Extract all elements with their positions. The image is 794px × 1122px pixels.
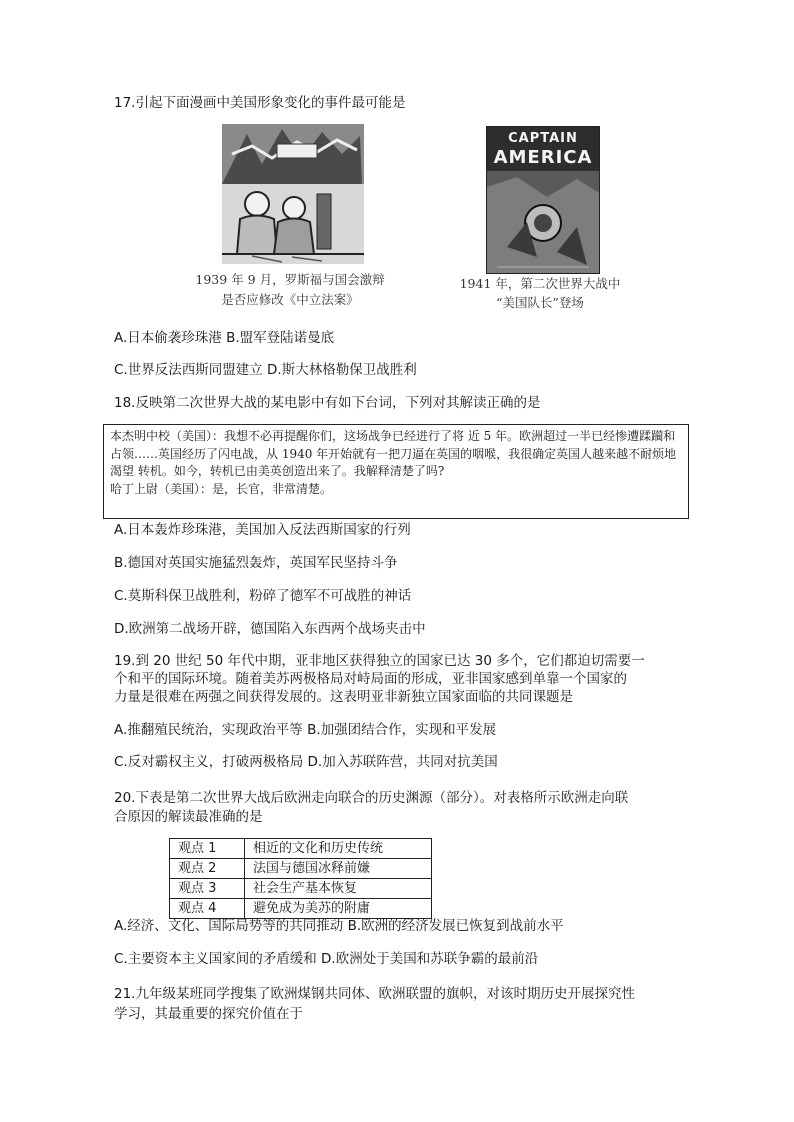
cartoon-caption-line1: 1939 年 9 月，罗斯福与国会激辩 — [195, 272, 385, 287]
table-cell-label: 观点 4 — [170, 899, 245, 919]
q19-stem-line1: 19.到 20 世纪 50 年代中期，亚非地区获得独立的国家已达 30 多个，它们都迫切需要一 — [114, 653, 645, 669]
q18-option-c: C.莫斯科保卫战胜利，粉碎了德军不可战胜的神话 — [114, 588, 412, 604]
film-dialogue-box — [103, 424, 689, 519]
q18-option-b: B.德国对英国实施猛烈轰炸，英国军民坚持斗争 — [114, 555, 398, 571]
table-cell-value: 相近的文化和历史传统 — [245, 839, 432, 859]
q17-options-line2: C.世界反法西斯同盟建立 D.斯大林格勒保卫战胜利 — [114, 362, 417, 378]
dialogue-benjamin: 本杰明中校（美国）：我想不必再提醒你们，这场战争已经进行了将 近 5 年。欧洲超过一半已经惨遭蹂躏和占领……英国经历了闪电战，从 1940 年开始就有一把刀逼在英国的咽喉，我很确定英国人越来越不耐烦地渴望 转机。如今，转机已由美英创造出来了。我解释清楚了吗? — [110, 429, 677, 478]
q19-stem-line3: 力量是很难在两强之间获得发展的。这表明亚非新独立国家面临的共同课题是 — [114, 689, 573, 705]
table-cell-value: 法国与德国冰释前嫌 — [245, 859, 432, 879]
table-row — [170, 879, 432, 899]
table-cell-label: 观点 1 — [170, 839, 245, 859]
q19-stem-line2: 个和平的国际环境。随着美苏两极格局对峙局面的形成，亚非国家感到单靠一个国家的 — [114, 671, 627, 687]
q20-options-line1: A.经济、文化、国际局势等的共同推动 B.欧洲的经济发展已恢复到战前水平 — [114, 918, 564, 934]
q20-options-line2: C.主要资本主义国家间的矛盾缓和 D.欧洲处于美国和苏联争霸的最前沿 — [114, 951, 539, 967]
table-row — [170, 859, 432, 879]
viewpoints-table — [169, 838, 432, 919]
table-cell-label: 观点 3 — [170, 879, 245, 899]
cartoon-caption-line2: 是否应修改《中立法案》 — [221, 292, 359, 307]
q18-option-d: D.欧洲第二战场开辟，德国陷入东西两个战场夹击中 — [114, 621, 426, 637]
q19-options-line1: A.推翻殖民统治，实现政治平等 B.加强团结合作，实现和平发展 — [114, 722, 497, 738]
table-cell-label: 观点 2 — [170, 859, 245, 879]
table-row — [170, 839, 432, 859]
q18-stem: 18.反映第二次世界大战的某电影中有如下台词，下列对其解读正确的是 — [114, 395, 541, 411]
q17-stem: 17.引起下面漫画中美国形象变化的事件最可能是 — [114, 95, 406, 111]
cover-title-line2: AMERICA — [493, 147, 593, 168]
q20-stem-line1: 20.下表是第二次世界大战后欧洲走向联合的历史渊源（部分）。对表格所示欧洲走向联 — [114, 790, 629, 806]
q19-options-line2: C.反对霸权主义，打破两极格局 D.加入苏联阵营，共同对抗美国 — [114, 754, 498, 770]
q18-option-a: A.日本轰炸珍珠港，美国加入反法西斯国家的行列 — [114, 522, 411, 538]
table-cell-value: 避免成为美苏的附庸 — [245, 899, 432, 919]
captain-america-cover-image — [486, 126, 600, 274]
cover-title-line1: CAPTAIN — [508, 131, 578, 146]
q21-stem-line2: 学习，其最重要的探究价值在于 — [114, 1006, 303, 1022]
table-cell-value: 社会生产基本恢复 — [245, 879, 432, 899]
cartoon-image — [222, 124, 364, 264]
cover-caption-line1: 1941 年，第二次世界大战中 — [459, 276, 621, 291]
cover-caption-line2: “美国队长”登场 — [496, 295, 584, 310]
dialogue-harding: 哈丁上尉（美国）：是，长官，非常清楚。 — [110, 481, 333, 496]
q20-stem-line2: 合原因的解读最准确的是 — [114, 809, 263, 825]
q21-stem-line1: 21.九年级某班同学搜集了欧洲煤钢共同体、欧洲联盟的旗帜，对该时期历史开展探究性 — [114, 986, 635, 1002]
q17-options-line1: A.日本偷袭珍珠港 B.盟军登陆诺曼底 — [114, 330, 335, 346]
